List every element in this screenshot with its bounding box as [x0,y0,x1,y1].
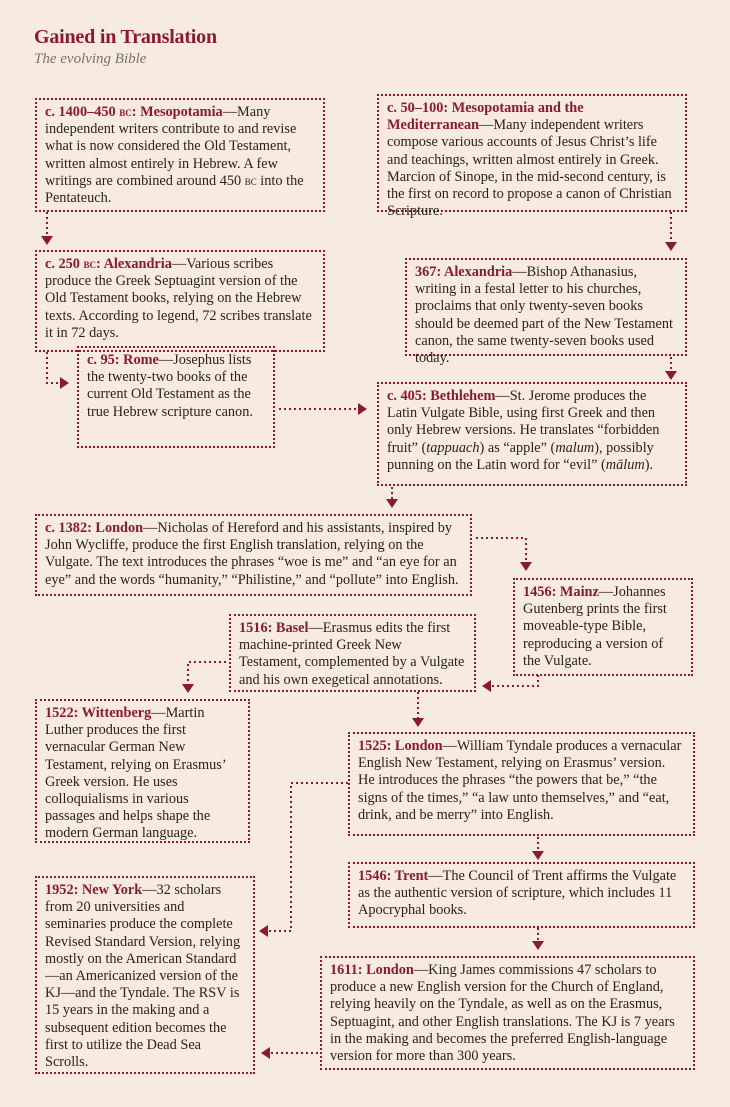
event-alexandria-250bc: c. 250 bc: Alexandria—Various scribes produce the Greek Septuagint version of the Old Testament books, relying on the Hebrew texts. According to legend, 72 scribes translate it in 72 days. [35,250,325,352]
event-london-1611: 1611: London—King James commissions 47 scholars to produce a new English version for the Church of England, relying heavily on the Tyndale, as well as on the Erasmus, Septuagint, and other English translations. The KJ is 7 years in the making and becomes the preferred English-language version for more than 300 years. [320,956,695,1070]
event-mainz-1456: 1456: Mainz—Johannes Gutenberg prints the first moveable-type Bible, reproducing a version of the Vulgate. [513,578,693,676]
event-bethlehem-405: c. 405: Bethlehem—St. Jerome produces the Latin Vulgate Bible, using first Greek and then only Hebrew versions. He translates “forbidden fruit” (tappuach) as “apple” (malum), possibly punning on the Latin word for “evil” (mālum). [377,382,687,486]
arrow-ot-to-septuagint [41,236,53,245]
arrow-rome-to-405 [358,403,367,415]
connector-1516-to-1522 [188,662,226,684]
arrow-1382-to-1456 [520,562,532,571]
arrow-1525-to-1546 [532,851,544,860]
event-mesopotamia-nt: c. 50–100: Mesopotamia and the Mediterranean—Many independent writers compose various accounts of Jesus Christ’s life and teachings, written almost entirely in Greek. Marcion of Sinope, in the mid-second century, is the first on record to propose a canon of Christian Scripture. [377,94,687,212]
connector-1456-to-1516 [491,675,538,686]
connector-1382-to-1456 [476,538,526,562]
event-alexandria-367: 367: Alexandria—Bishop Athanasius, writing in a festal letter to his churches, proclaims that only twenty-seven books should be deemed part of the New Testament canon, the same twenty-seven books used today. [405,258,687,356]
connector-1525-to-1952 [268,783,348,931]
event-london-1525: 1525: London—William Tyndale produces a vernacular English New Testament, relying on Erasmus’ version. He introduces the phrases “the powers that be,” “the signs of the times,” “a law unto themselves,” and “eat, drink, and be merry” into English. [348,732,695,836]
event-basel-1516: 1516: Basel—Erasmus edits the first machine-printed Greek New Testament, complemented by a Vulgate and his own exegetical annotations. [229,614,476,692]
arrow-1525-to-1952 [259,925,268,937]
arrow-septuagint-to-rome [60,377,69,389]
arrow-1611-to-1952 [261,1047,270,1059]
arrow-405-to-1382 [386,499,398,508]
event-london-1382: c. 1382: London—Nicholas of Hereford and his assistants, inspired by John Wycliffe, produce the first English translation, relying on the Vulgate. The text introduces the phrases “woe is me” and “an eye for an eye” and the words “humanity,” “Philistine,” and “pollute” into English. [35,514,472,596]
event-new-york-1952: 1952: New York—32 scholars from 20 universities and seminaries produce the complete Revised Standard Version, relying mostly on the American Standard—an Americanized version of the KJ—and the Tyndale. The RSV is 15 years in the making and a subsequent edition becomes the first to utilize the Dead Sea Scrolls. [35,876,255,1074]
page-subtitle: The evolving Bible [34,51,147,67]
event-mesopotamia-ot: c. 1400–450 bc: Mesopotamia—Many independent writers contribute to and revise what is now considered the Old Testament, written almost entirely in Hebrew. A few writings are combined around 450 bc into the Pentateuch. [35,98,325,212]
arrow-nt-to-367 [665,242,677,251]
arrow-1516-to-1525 [412,718,424,727]
event-wittenberg-1522: 1522: Wittenberg—Martin Luther produces the first vernacular German New Testament, relying on Erasmus’ Greek version. He uses colloquialisms in various passages and helps shape the modern German language. [35,699,250,843]
event-rome-95: c. 95: Rome—Josephus lists the twenty-two books of the current Old Testament as the true Hebrew scripture canon. [77,346,275,448]
arrow-1546-to-1611 [532,941,544,950]
arrow-367-to-405 [665,371,677,380]
connector-septuagint-to-rome [47,352,60,383]
event-trent-1546: 1546: Trent—The Council of Trent affirms the Vulgate as the authentic version of scripture, which includes 11 Apocryphal books. [348,862,695,928]
arrow-1516-to-1522 [182,684,194,693]
page-title: Gained in Translation [34,26,217,48]
arrow-1456-to-1516 [482,680,491,692]
